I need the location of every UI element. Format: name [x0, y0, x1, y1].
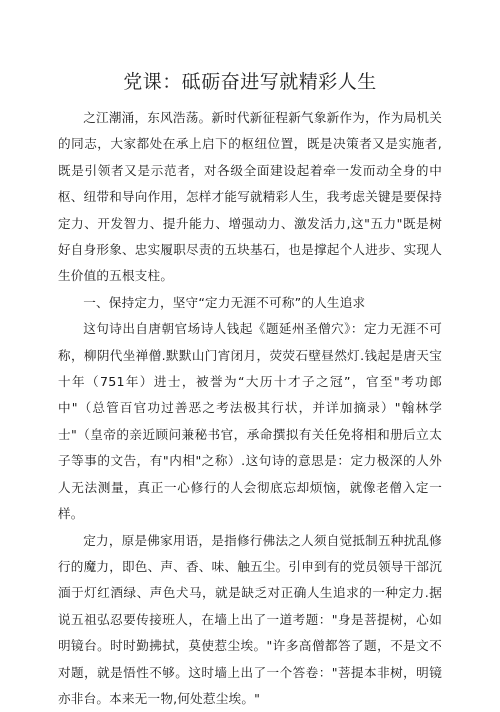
- intro-paragraph: 之江潮涌，东风浩荡。新时代新征程新气象新作为，作为局机关的同志，大家都处在承上启下的枢纽位置，既是决策者又是实施者,既是引领者又是示范者，对各级全面建设起着牵一发而动全身的中枢、纽带和导向作用，怎样才能写就精彩人生，我考虑关键是要保持定力、开发智力、提升能力、增强动力、激发活力,这"五力"既是树好自身形象、忠实履职尽责的五块基石，也是撑起个人进步、实现人生价值的五根支柱。: [58, 105, 442, 290]
- section-heading: 一、保持定力，坚守“定力无涯不可称”的人生追求: [58, 290, 442, 316]
- poem-paragraph: 这句诗出自唐朝官场诗人钱起《题延州圣僧穴》：定力无涯不可称，柳阴代坐禅僧.默默山门宵闭月，荧荧石壁昼然灯.钱起是唐天宝十年（751年）进士，被誉为“大历十才子之冠”，官至"考功郎中"（总管百官功过善恶之考法极其行状，并详加摘录）"翰林学士"（皇帝的亲近顾问兼秘书官，承命撰拟有关任免将相和册后立太子等事的文告，有"内相"之称）.这句诗的意思是：定力极深的人外人无法测量，真正一心修行的人会彻底忘却烦恼，就像老僧入定一样。: [58, 316, 442, 527]
- definition-paragraph: 定力，原是佛家用语，是指修行佛法之人须自觉抵制五种扰乱修行的魔力，即色、声、香、味、触五尘。引申到有的党员领导干部沉湎于灯红酒绿、声色犬马，就是缺乏对正确人生追求的一种定力.据说五祖弘忍要传接班人，在墙上出了一道考题："身是菩提树，心如明镜台。时时勤拂拭，莫使惹尘埃。"许多高僧都答了题，不是文不对题，就是悟性不够。这时墙上出了一个答卷："菩提本非树，明镜亦非台。本来无一物,何处惹尘埃。": [58, 528, 442, 712]
- document-title: 党课：砥砺奋进写就精彩人生: [58, 68, 442, 96]
